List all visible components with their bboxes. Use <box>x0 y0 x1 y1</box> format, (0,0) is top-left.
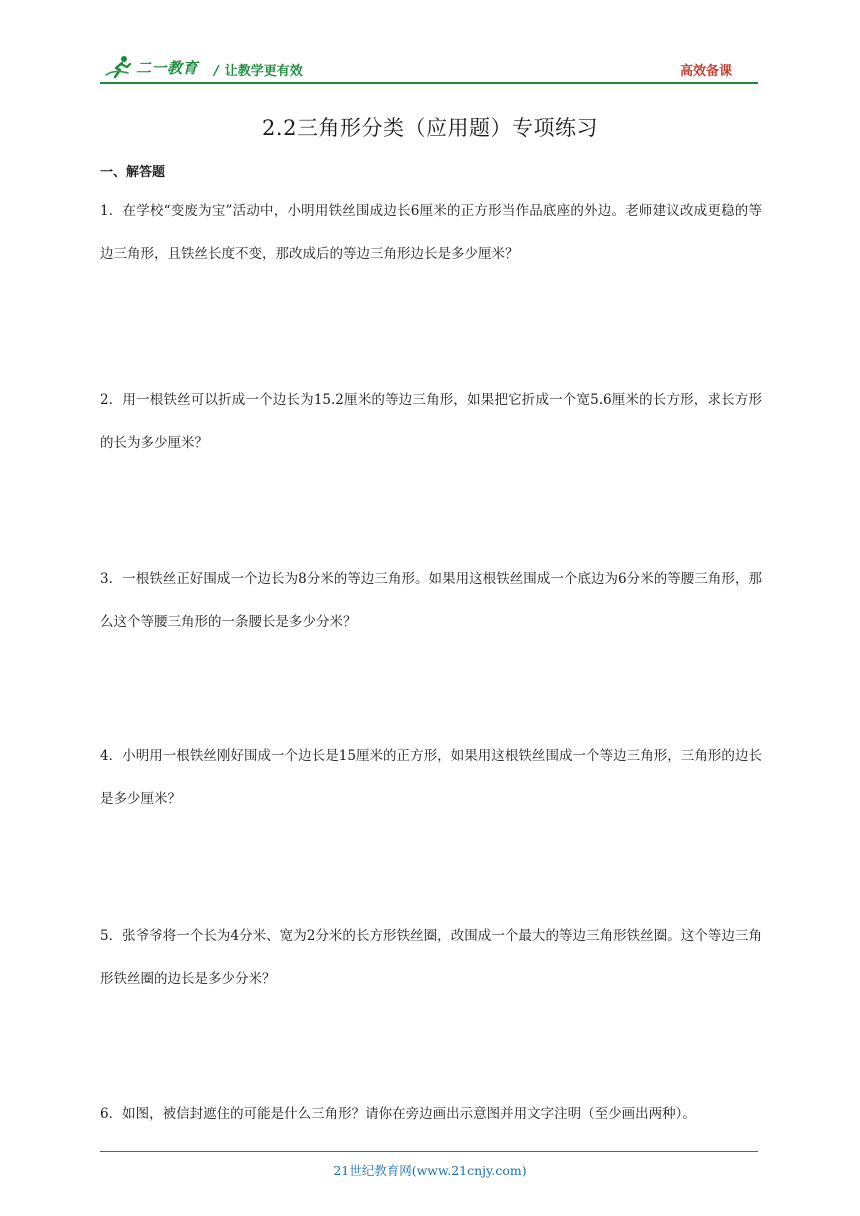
page-footer: 21世纪教育网(www.21cnjy.com) <box>333 1163 527 1178</box>
page-header <box>100 52 758 82</box>
question-5: 5．张爷爷将一个长为4分米、宽为2分米的长方形铁丝圈，改围成一个最大的等边三角形铁丝圈。这个等边三角形铁丝圈的边长是多少分米？ <box>100 928 762 987</box>
question-1: 1．在学校“变废为宝”活动中，小明用铁丝围成边长6厘米的正方形当作品底座的外边。老师建议改成更稳的等边三角形，且铁丝长度不变，那改成后的等边三角形边长是多少厘米？ <box>100 203 762 262</box>
page-title: 2.2三角形分类（应用题）专项练习 <box>262 116 598 140</box>
header-right-label: 高效备课 <box>679 64 732 79</box>
question-3: 3．一根铁丝正好围成一个边长为8分米的等边三角形。如果用这根铁丝围成一个底边为6分米的等腰三角形，那么这个等腰三角形的一条腰长是多少分米？ <box>100 571 762 630</box>
slogan-text: 让教学更有效 <box>224 64 303 79</box>
header-divider <box>100 82 758 84</box>
footer-divider <box>100 1151 758 1152</box>
section-heading: 一、解答题 <box>100 165 166 180</box>
slogan-slash: / <box>214 64 219 79</box>
logo-text: 二一教育 <box>136 58 199 77</box>
brand-logo <box>104 54 198 80</box>
running-figure-icon <box>104 55 134 79</box>
question-2: 2．用一根铁丝可以折成一个边长为15.2厘米的等边三角形，如果把它折成一个宽5.6厘米的长方形，求长方形的长为多少厘米？ <box>100 392 762 451</box>
header-slogan <box>214 60 303 79</box>
question-6: 6．如图，被信封遮住的可能是什么三角形？请你在旁边画出示意图并用文字注明（至少画出两种）。 <box>100 1106 696 1122</box>
question-4: 4．小明用一根铁丝刚好围成一个边长是15厘米的正方形，如果用这根铁丝围成一个等边三角形，三角形的边长是多少厘米？ <box>100 748 762 807</box>
